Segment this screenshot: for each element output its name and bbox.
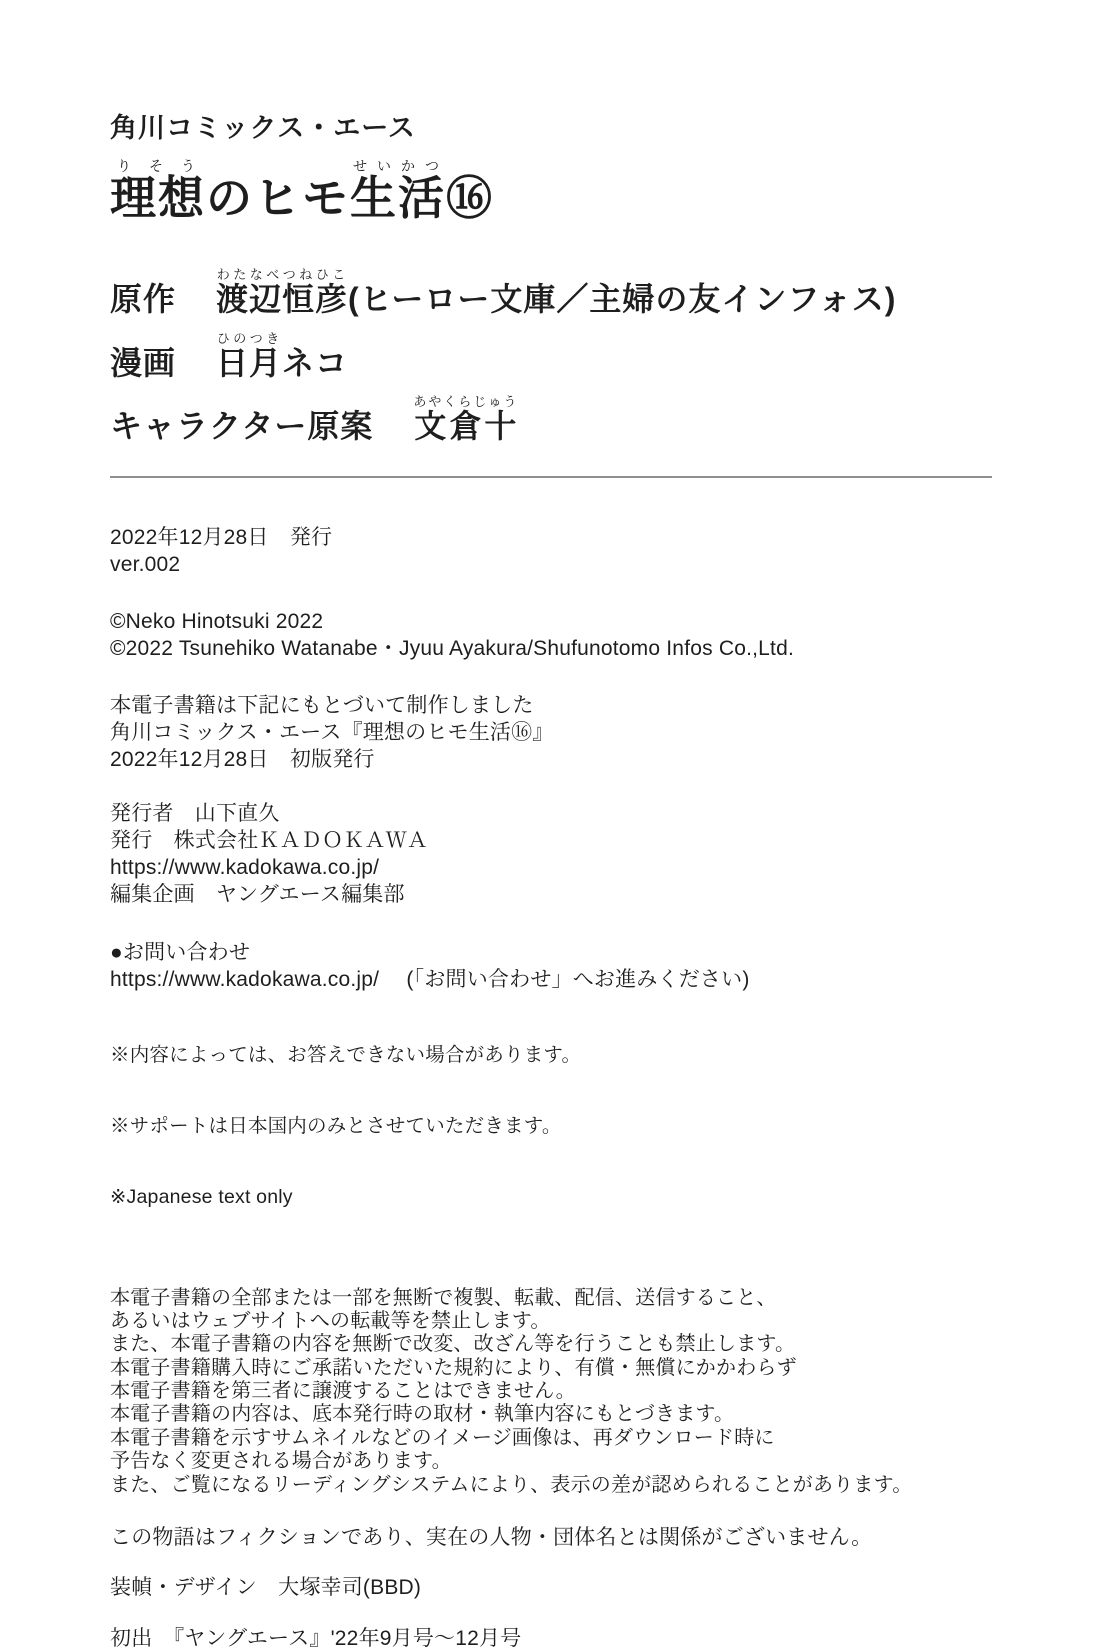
- legal-line: あるいはウェブサイトへの転載等を禁止します。: [110, 1309, 551, 1332]
- credit-name-ruby: 日月ひのつき: [216, 330, 283, 381]
- publisher-url: https://www.kadokawa.co.jp/: [110, 855, 380, 879]
- legal-line: また、ご覧になるリーディングシステムにより、表示の差が認められることがあります。: [110, 1473, 913, 1496]
- legal-line: また、本電子書籍の内容を無断で改変、改ざん等を行うことも禁止します。: [110, 1333, 796, 1356]
- publisher-company: 発行 株式会社ＫＡＤＯＫＡＷＡ: [110, 828, 428, 852]
- book-title: [110, 158, 992, 233]
- contact-note: ※内容によっては、お答えできない場合があります。: [110, 1044, 582, 1067]
- credit-suffix: (ヒーロー文庫／主婦の友インフォス): [348, 281, 897, 318]
- credit-row-original-author: [110, 267, 992, 317]
- copyright-block: [110, 608, 992, 662]
- publisher-person: 発行者 山下直久: [110, 801, 280, 825]
- credit-label: 漫画: [110, 344, 177, 381]
- contact-note: ※サポートは日本国内のみとさせていただきます。: [110, 1114, 562, 1137]
- credits-block: [110, 267, 992, 444]
- credit-label: キャラクター原案: [110, 407, 374, 444]
- publisher-block: [110, 800, 992, 908]
- issue-date: 2022年12月28日 発行: [110, 525, 333, 549]
- contact-url-line: https://www.kadokawa.co.jp/ (「お問い合わせ」へお進みください): [110, 967, 750, 991]
- title-volume-number: ⑯: [446, 172, 494, 225]
- contact-note: ※Japanese text only: [110, 1185, 293, 1208]
- legal-line: 本電子書籍を第三者に譲渡することはできません。: [110, 1380, 576, 1403]
- credit-row-manga-artist: [110, 331, 992, 381]
- issue-info-block: [110, 524, 992, 578]
- source-note-1: 本電子書籍は下記にもとづいて制作しました: [110, 694, 534, 718]
- editorial-department: 編集企画 ヤングエース編集部: [110, 882, 405, 906]
- legal-notice-block: [110, 1287, 992, 1498]
- design-credit: 装幀・デザイン 大塚幸司(BBD): [110, 1576, 422, 1600]
- credit-suffix: ネコ: [282, 344, 349, 381]
- credit-name-ruby: 文倉十あやくらじゅう: [413, 393, 519, 444]
- source-note-3: 2022年12月28日 初版発行: [110, 748, 375, 772]
- contact-notes: [110, 997, 992, 1257]
- first-appearance: 初出 『ヤングエース』'22年9月号〜12月号: [110, 1627, 522, 1651]
- title-word-seikatsu: 生活せいかつ: [350, 158, 446, 225]
- source-edition-block: [110, 692, 992, 773]
- divider-rule: [110, 476, 992, 478]
- fiction-disclaimer: この物語はフィクションであり、実在の人物・団体名とは関係がございません。: [110, 1526, 873, 1550]
- source-note-2: 角川コミックス・エース『理想のヒモ生活⑯』: [110, 721, 554, 745]
- legal-line: 本電子書籍を示すサムネイルなどのイメージ画像は、再ダウンロード時に: [110, 1426, 775, 1449]
- contact-heading: ●お問い合わせ: [110, 940, 251, 964]
- imprint-label: 角川コミックス・エース: [110, 113, 416, 143]
- title-word-risou: 理想りそう: [110, 158, 206, 225]
- credit-row-character-design: [110, 394, 992, 444]
- legal-line: 本電子書籍の全部または一部を無断で複製、転載、配信、送信すること、: [110, 1286, 777, 1309]
- contact-block: [110, 939, 992, 1257]
- title-middle-text: のヒモ: [206, 172, 350, 225]
- copyright-line-2: ©2022 Tsunehiko Watanabe・Jyuu Ayakura/Shufunotomo Infos Co.,Ltd.: [110, 637, 794, 661]
- legal-line: 予告なく変更される場合があります。: [110, 1450, 452, 1473]
- legal-line: 本電子書籍の内容は、底本発行時の取材・執筆内容にもとづきます。: [110, 1403, 735, 1426]
- version-number: ver.002: [110, 553, 181, 577]
- credit-label: 原作: [110, 281, 177, 318]
- copyright-line-1: ©Neko Hinotsuki 2022: [110, 610, 324, 634]
- credit-name-ruby: 渡辺恒彦わたなべつねひこ: [216, 267, 349, 318]
- legal-line: 本電子書籍購入時にご承諾いただいた規約により、有償・無償にかかわらず: [110, 1356, 797, 1379]
